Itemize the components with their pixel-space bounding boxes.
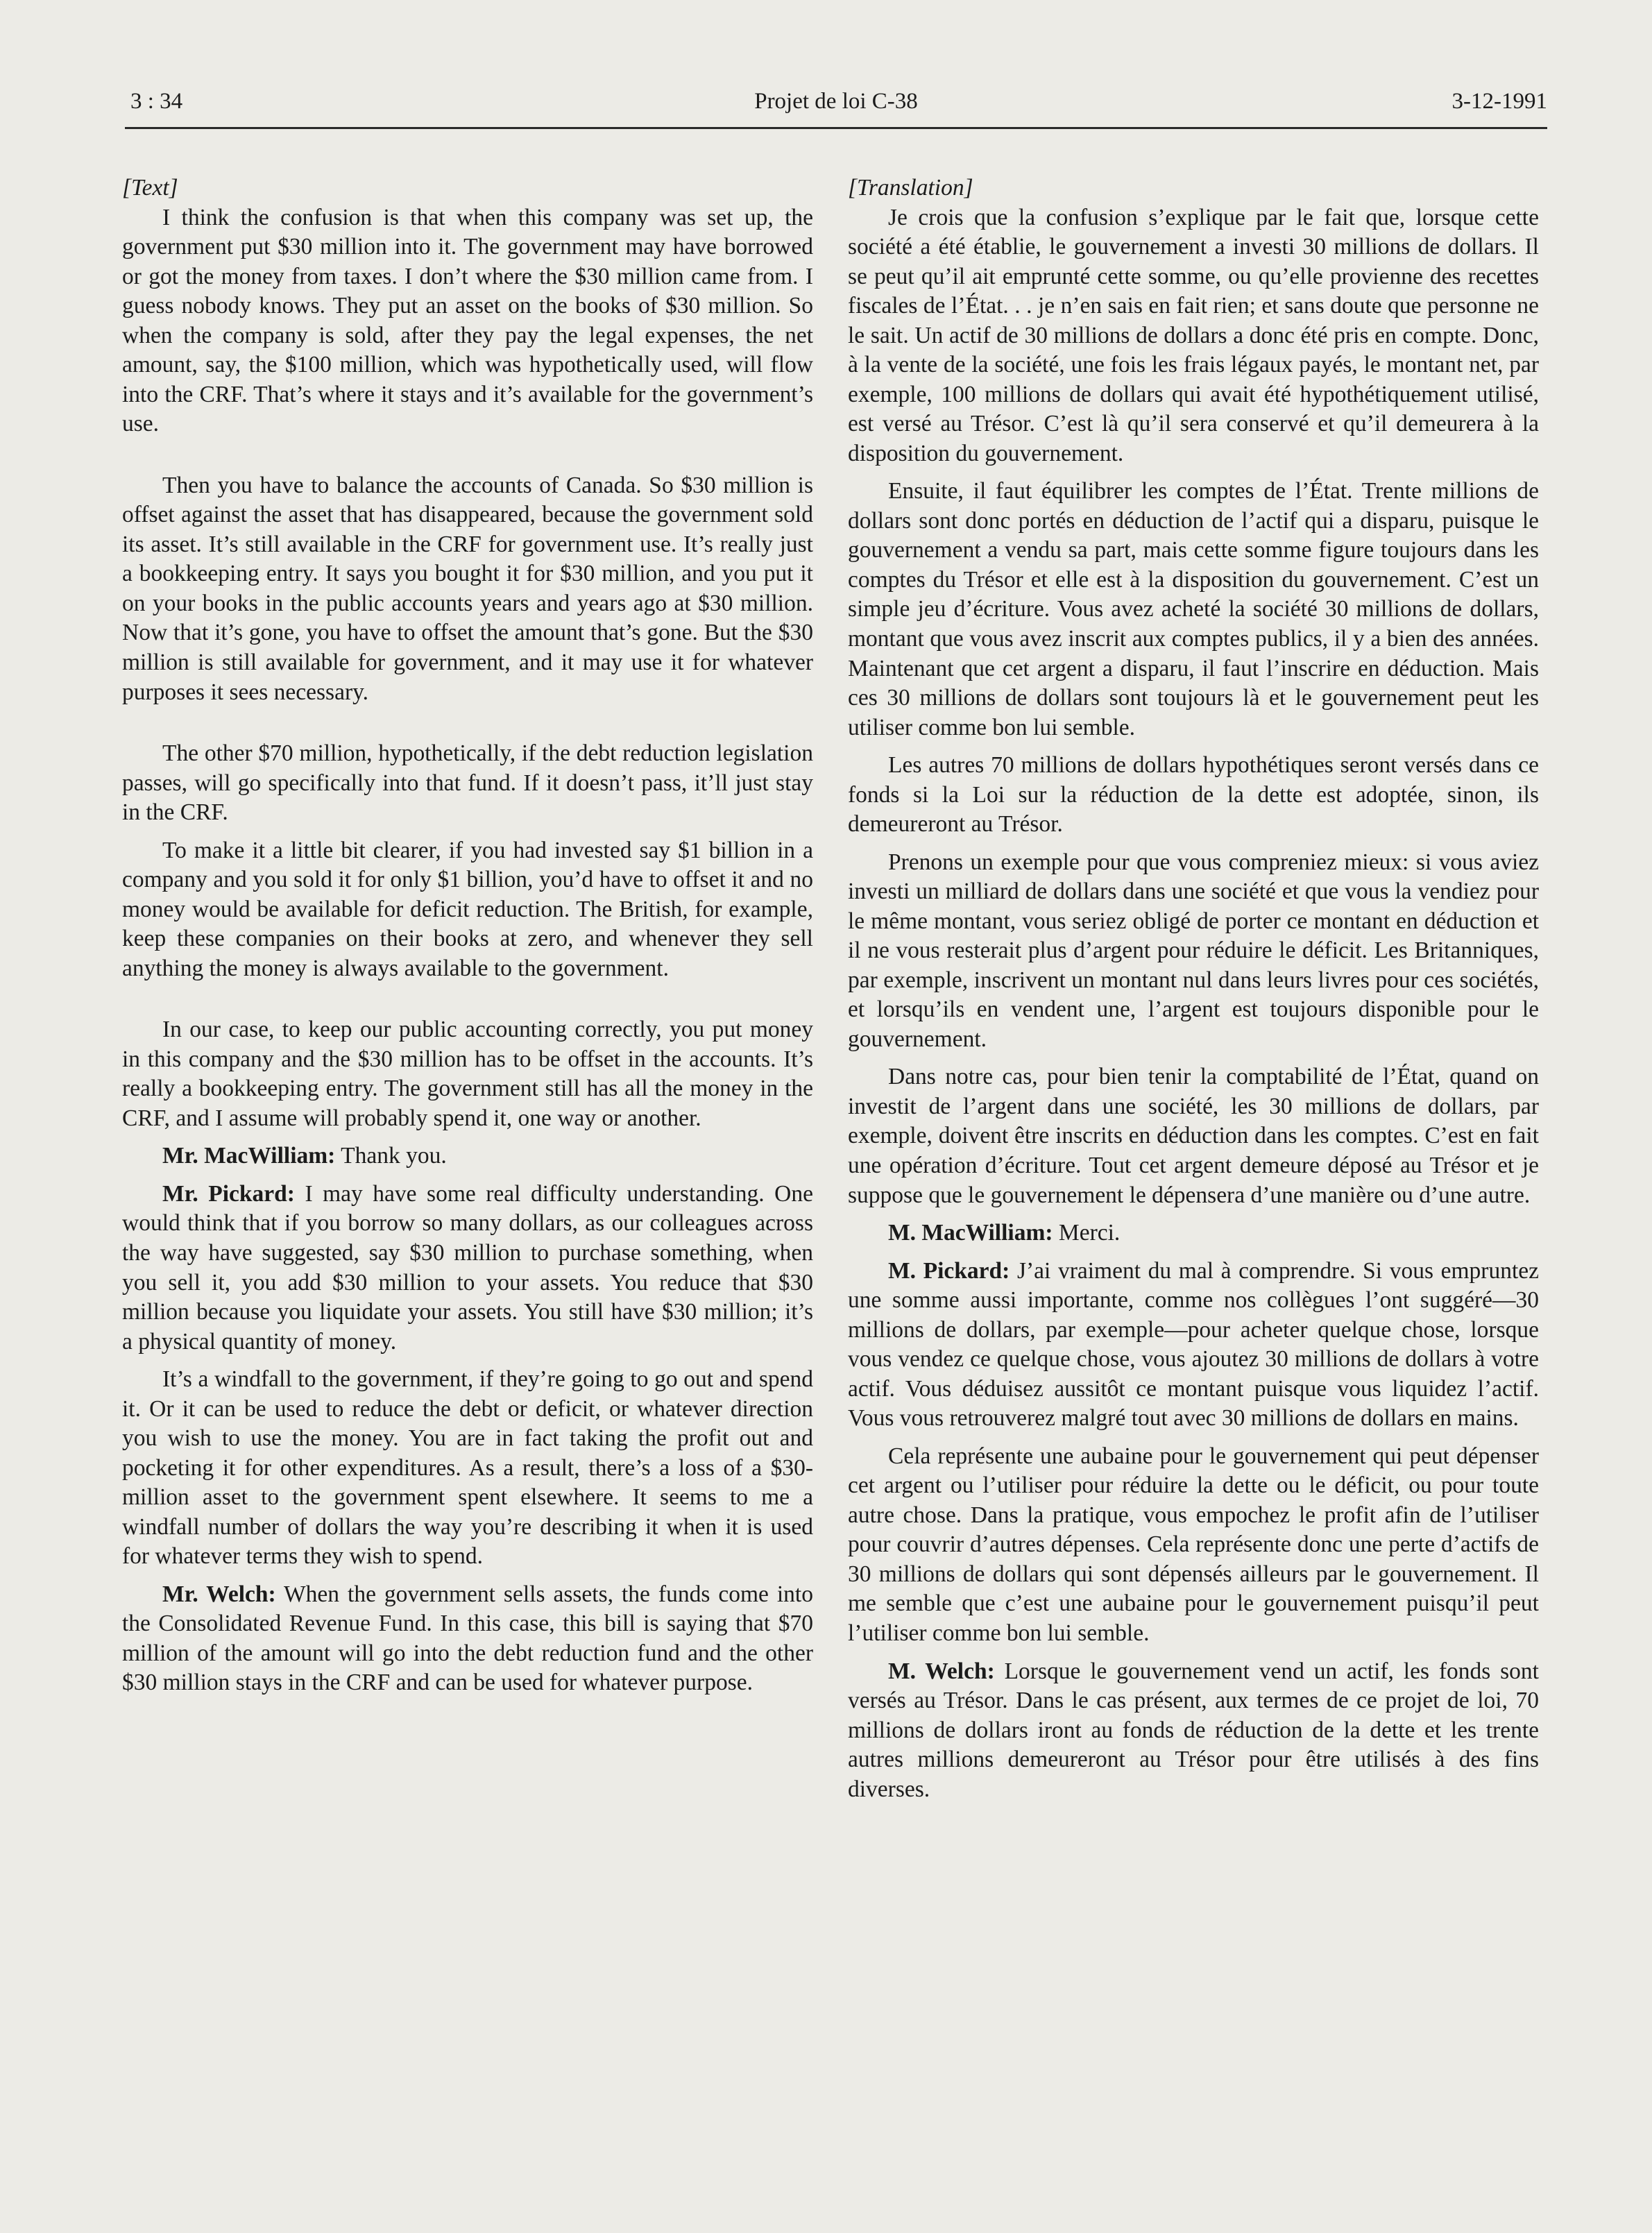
paragraph: Ensuite, il faut équilibrer les comptes de l’État. Trente millions de dollars sont donc portés en déduction de l’actif qui a disparu, puisque le gouvernement a vendu sa part, mais cette somme figure toujours dans les comptes du Trésor et elle est à la disposition du gouvernement. C’est un simple jeu d’écriture. Vous avez acheté la société 30 millions de dollars, montant que vous avez inscrit aux comptes publics, il y a bien des années. Maintenant que cet argent a disparu, il faut l’inscrire en déduction. Mais ces 30 millions de dollars sont toujours là et le gouvernement peut les utiliser comme bon lui semble. <box>848 478 1539 740</box>
speaker-paragraph <box>848 1219 1539 1248</box>
header-rule <box>125 127 1547 129</box>
document-title: Projet de loi C-38 <box>754 89 918 114</box>
speaker-paragraph <box>848 1657 1539 1805</box>
speaker-paragraph <box>122 1141 813 1171</box>
paragraph: It’s a windfall to the government, if they’re going to go out and spend it. Or it can be used to reduce the debt or deficit, or whatever direction you wish to use the money. You are in fact taking the profit out and pocketing it for other expenditures. As a result, there’s a loss of a $30-million asset to the government spent elsewhere. It seems to me a windfall number of dollars the way you’re describing it when it is used for whatever terms they wish to spend. <box>122 1366 813 1570</box>
speaker-paragraph <box>848 1257 1539 1434</box>
speaker-text: Lorsque le gouvernement vend un actif, les fonds sont versés au Trésor. Dans le cas présent, aux termes de ce projet de loi, 70 millions de dollars iront au fonds de réduction de la dette et les trente autres millions demeureront au Trésor pour être utilisés à des fins diverses. <box>848 1658 1539 1802</box>
speaker-text: I may have some real difficulty understanding. One would think that if you borrow so many dollars, as our colleagues across the way have suggested, say $30 million to purchase something, when you sell it, you add $30 million to your assets. You reduce that $30 million because you liquidate your assets. You still have $30 million; it’s a physical quantity of money. <box>122 1180 813 1355</box>
speaker-text: When the government sells assets, the funds come into the Consolidated Revenue Fund. In this case, this bill is saying that $70 million of the amount will go into the debt reduction fund and the other $30 million stays in the CRF and can be used for whatever purpose. <box>122 1581 813 1696</box>
speaker-name: M. Pickard: <box>888 1257 1010 1284</box>
document-date: 3-12-1991 <box>1451 89 1547 114</box>
speaker-name: Mr. Pickard: <box>162 1180 295 1207</box>
speaker-name: M. MacWilliam: <box>888 1220 1053 1246</box>
paragraph: Then you have to balance the accounts of Canada. So $30 million is offset against the asset that has disappeared, because the government sold its asset. It’s still available in the CRF for government use. It’s really just a bookkeeping entry. It says you bought it for $30 million, and you put it on your books in the public accounts years and years ago at $30 million. Now that it’s gone, you have to offset the amount that’s gone. But the $30 million is still available for government, and it may use it for whatever purposes it sees necessary. <box>122 472 813 705</box>
speaker-name: Mr. Welch: <box>162 1581 276 1607</box>
section-marker-label: Text <box>131 175 169 201</box>
paragraph: The other $70 million, hypothetically, if the debt reduction legislation passes, will go specifically into that fund. If it doesn’t pass, it’ll just stay in the CRF. <box>122 740 813 826</box>
paragraph: I think the confusion is that when this company was set up, the government put $30 million into it. The government may have borrowed or got the money from taxes. I don’t where the $30 million came from. I guess nobody knows. They put an asset on the books of $30 million. So when the company is sold, after they pay the legal expenses, the net amount, say, the $100 million, which was hypothetically used, will flow into the CRF. That’s where it stays and it’s available for the government’s use. <box>122 204 813 437</box>
speaker-paragraph <box>122 1580 813 1698</box>
paragraph: Prenons un exemple pour que vous compreniez mieux: si vous aviez investi un milliard de dollars dans une société et que vous la vendiez pour le même montant, vous seriez obligé de porter ce montant en déduction et il ne vous resterait plus d’argent pour réduire le déficit. Les Britanniques, par exemple, inscrivent un montant nul dans leurs livres pour ces sociétés, et lorsqu’ils en vendent une, l’argent est toujours disponible pour le gouvernement. <box>848 849 1539 1052</box>
speaker-text: Thank you. <box>335 1143 447 1169</box>
section-marker: [Translation] <box>848 175 973 201</box>
speaker-paragraph <box>122 1180 813 1357</box>
section-marker: [Text] <box>122 175 178 201</box>
page-header <box>125 89 1547 130</box>
speaker-text: Merci. <box>1053 1220 1121 1246</box>
paragraph: Les autres 70 millions de dollars hypothétiques seront versés dans ce fonds si la Loi sur la réduction de la dette est adoptée, sinon, ils demeureront au Trésor. <box>848 752 1539 838</box>
section-marker-label: Translation <box>857 175 964 201</box>
paragraph: In our case, to keep our public accounting correctly, you put money in this company and the $30 million has to be offset in the accounts. It’s really a bookkeeping entry. The government still has all the money in the CRF, and I assume will probably spend it, one way or another. <box>122 1017 813 1131</box>
speaker-text: J’ai vraiment du mal à comprendre. Si vous empruntez une somme aussi importante, comme nos collègues l’ont suggéré—30 millions de dollars, par exemple—pour acheter quelque chose, lorsque vous vendez ce quelque chose, vous ajoutez 30 millions de dollars à votre actif. Vous déduisez aussitôt ce montant puisque vous liquidez l’actif. Vous vous retrouverez malgré tout avec 30 millions de dollars en mains. <box>848 1257 1539 1432</box>
speaker-name: Mr. MacWilliam: <box>162 1143 336 1169</box>
speaker-name: M. Welch: <box>888 1658 995 1684</box>
paragraph: Cela représente une aubaine pour le gouvernement qui peut dépenser cet argent ou l’utiliser pour réduire la dette ou le déficit, ou pour toute autre chose. Dans la pratique, vous empochez le profit afin de l’utiliser pour couvrir d’autres dépenses. Cela représente donc une perte d’actifs de 30 millions de dollars qui sont dépensés ailleurs par le gouvernement. Il me semble que c’est une aubaine pour le gouvernement puisqu’il peut l’utiliser comme bon lui semble. <box>848 1443 1539 1646</box>
english-column <box>122 173 813 1698</box>
page-number: 3 : 34 <box>130 89 183 114</box>
paragraph: Dans notre cas, pour bien tenir la comptabilité de l’État, quand on investit de l’argent dans une société, les 30 millions de dollars, par exemple, doivent être inscrits en déduction dans les comptes. C’est en fait une opération d’écriture. Tout cet argent demeure déposé au Trésor et je suppose que le gouvernement le dépensera d’une manière ou d’une autre. <box>848 1064 1539 1208</box>
paragraph: To make it a little bit clearer, if you had invested say $1 billion in a company and you sold it for only $1 billion, you’d have to offset it and no money would be available for deficit reduction. The British, for example, keep these companies on their books at zero, and whenever they sell anything the money is always available to the government. <box>122 837 813 981</box>
french-column <box>848 173 1539 1804</box>
paragraph: Je crois que la confusion s’explique par le fait que, lorsque cette société a été établie, le gouvernement a investi 30 millions de dollars. Il se peut qu’il ait emprunté cette somme, ou qu’elle provienne des recettes fiscales de l’État. . . je n’en sais en fait rien; et sans doute que personne ne le sait. Un actif de 30 millions de dollars a donc été pris en compte. Donc, à la vente de la société, une fois les frais légaux payés, le montant net, par exemple, 100 millions de dollars qui avait été hypothétiquement utilisé, est versé au Trésor. C’est là qu’il sera conservé et qu’il demeurera à la disposition du gouvernement. <box>848 204 1539 466</box>
